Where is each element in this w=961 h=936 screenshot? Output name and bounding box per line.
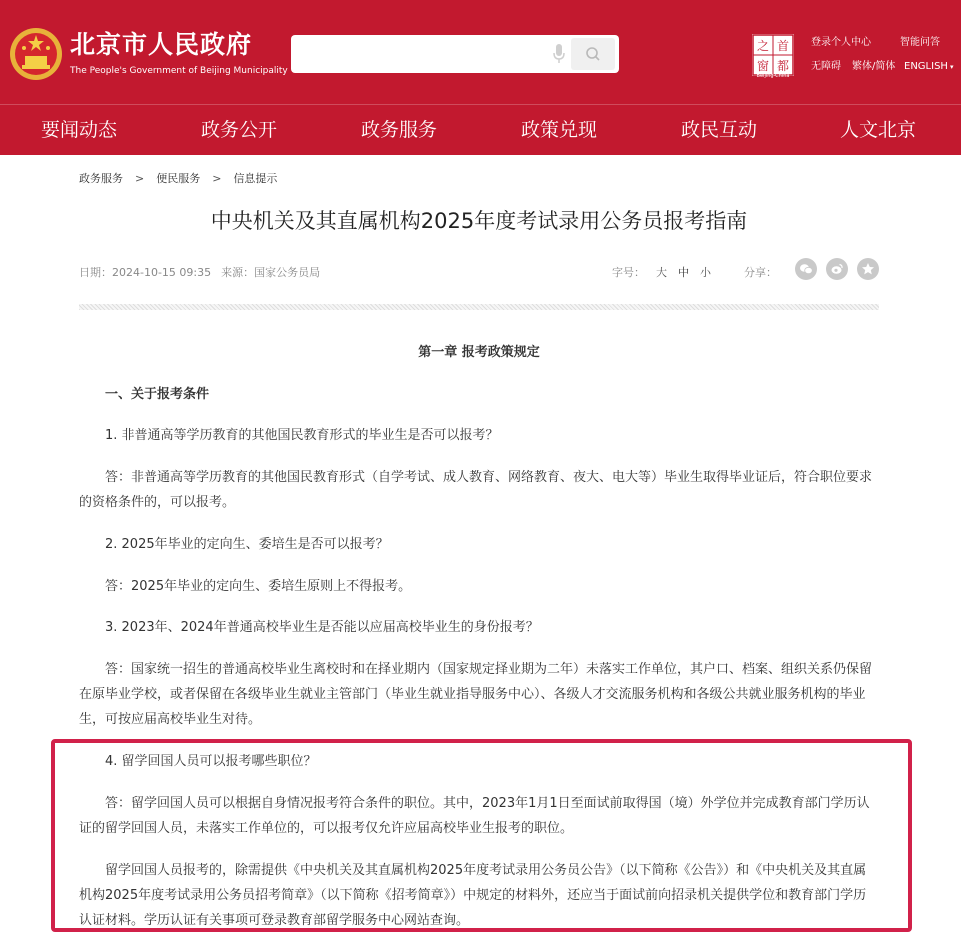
svg-text:之: 之	[756, 39, 770, 53]
answer-paragraph: 留学回国人员报考的，除需提供《中央机关及其直属机构2025年度考试录用公务员公告》（以下简称《公告》）和《中央机关及其直属机构2025年度考试录用公务员招考简章》（以下简称《招考简章》）中规定的材料外，还应当于面试前向招录机关提供学位和教育部门学历认证材料。学历认证有关事项可登录教育部留学服务中心网站查询。	[79, 863, 867, 928]
main-nav	[0, 104, 961, 155]
breadcrumb-item[interactable]: 政务服务	[79, 172, 123, 185]
share-label: 分享：	[744, 266, 777, 279]
font-size-small[interactable]: 小	[700, 266, 711, 279]
svg-text:都: 都	[776, 59, 790, 73]
national-emblem-icon	[8, 26, 64, 82]
chevron-down-icon: ▾	[949, 63, 954, 71]
answer-paragraph: 答：留学回国人员可以根据自身情况报考符合条件的职位。其中，2023年1月1日至面试前取得国（境）外学位并完成教育部门学历认证的留学回国人员，未落实工作单位的，可以报考仅允许应届高校毕业生报考的职位。	[79, 796, 870, 836]
font-size-large[interactable]: 大	[656, 266, 667, 279]
english-label: ENGLISH	[904, 61, 948, 72]
traditional-simplified-link[interactable]: 繁体/简体	[852, 61, 896, 72]
english-link[interactable]	[904, 61, 953, 73]
personal-center-link[interactable]: 登录个人中心	[811, 37, 871, 48]
accessibility-link[interactable]: 无障碍	[811, 61, 841, 72]
font-size-label: 字号：	[612, 266, 645, 279]
svg-text:窗: 窗	[756, 59, 770, 73]
question-paragraph: 2. 2025年毕业的定向生、委培生是否可以报考？	[105, 537, 389, 552]
search-input[interactable]	[291, 35, 619, 73]
breadcrumb-separator: >	[135, 172, 145, 185]
font-size-selector	[612, 264, 711, 280]
search-button[interactable]	[571, 38, 615, 70]
nav-item-public-interaction[interactable]: 政民互动	[680, 119, 757, 141]
font-size-medium[interactable]: 中	[678, 266, 689, 279]
question-paragraph: 4. 留学回国人员可以报考哪些职位？	[105, 754, 317, 769]
favorite-share-button[interactable]	[857, 258, 879, 280]
meta-divider	[79, 304, 879, 310]
answer-paragraph: 答：2025年毕业的定向生、委培生原则上不得报考。	[105, 579, 412, 594]
nav-item-policy-fulfillment[interactable]: 政策兑现	[520, 119, 597, 141]
breadcrumb	[79, 170, 277, 186]
section-title: 一、关于报考条件	[105, 387, 210, 402]
wechat-icon	[799, 262, 813, 276]
article-source: 来源：国家公务员局	[221, 266, 321, 279]
nav-item-humanistic-beijing[interactable]: 人文北京	[839, 119, 916, 141]
search-icon	[585, 46, 601, 62]
breadcrumb-item[interactable]: 便民服务	[156, 172, 201, 185]
article-meta	[79, 264, 320, 280]
article-date: 日期：2024-10-15 09:35	[79, 266, 212, 279]
question-paragraph: 3. 2023年、2024年普通高校毕业生是否能以应届高校毕业生的身份报考？	[105, 620, 539, 635]
weibo-share-button[interactable]	[826, 258, 848, 280]
answer-paragraph: 答：国家统一招生的普通高校毕业生离校时和在择业期内（国家规定择业期为二年）未落实工作单位，其户口、档案、组织关系仍保留在原毕业学校，或者保留在各级毕业生就业主管部门（毕业生就业指导服务中心）、各级人才交流服务机构和各级公共就业服务机构的毕业生，可按应届高校毕业生对待。	[79, 662, 873, 727]
chapter-title: 第一章 报考政策规定	[418, 345, 540, 360]
nav-item-government-affairs[interactable]: 政务公开	[200, 119, 277, 141]
svg-text:首: 首	[776, 39, 790, 53]
breadcrumb-item[interactable]: 信息提示	[233, 172, 278, 185]
microphone-icon[interactable]	[551, 43, 567, 65]
question-paragraph: 1. 非普通高等学历教育的其他国民教育形式的毕业生是否可以报考？	[105, 428, 499, 443]
capital-logo-caption: Beijing·China	[756, 73, 790, 79]
capital-window-logo[interactable]	[752, 34, 794, 76]
nav-item-government-services[interactable]: 政务服务	[360, 119, 437, 141]
article-title: 中央机关及其直属机构2025年度考试录用公务员报考指南	[210, 209, 748, 233]
wechat-share-button[interactable]	[795, 258, 817, 280]
site-subtitle: The People's Government of Beijing Municipality	[70, 66, 288, 76]
smart-qa-link[interactable]: 智能问答	[900, 37, 940, 48]
breadcrumb-separator: >	[212, 172, 222, 185]
favorite-icon	[861, 262, 875, 276]
nav-item-news[interactable]: 要闻动态	[40, 119, 117, 141]
answer-paragraph: 答：非普通高等学历教育的其他国民教育形式（自学考试、成人教育、网络教育、夜大、电大等）毕业生取得毕业证后，符合职位要求的资格条件的，可以报考。	[79, 470, 873, 510]
site-title[interactable]: 北京市人民政府	[70, 30, 253, 59]
site-header	[0, 0, 961, 104]
weibo-icon	[830, 262, 844, 276]
